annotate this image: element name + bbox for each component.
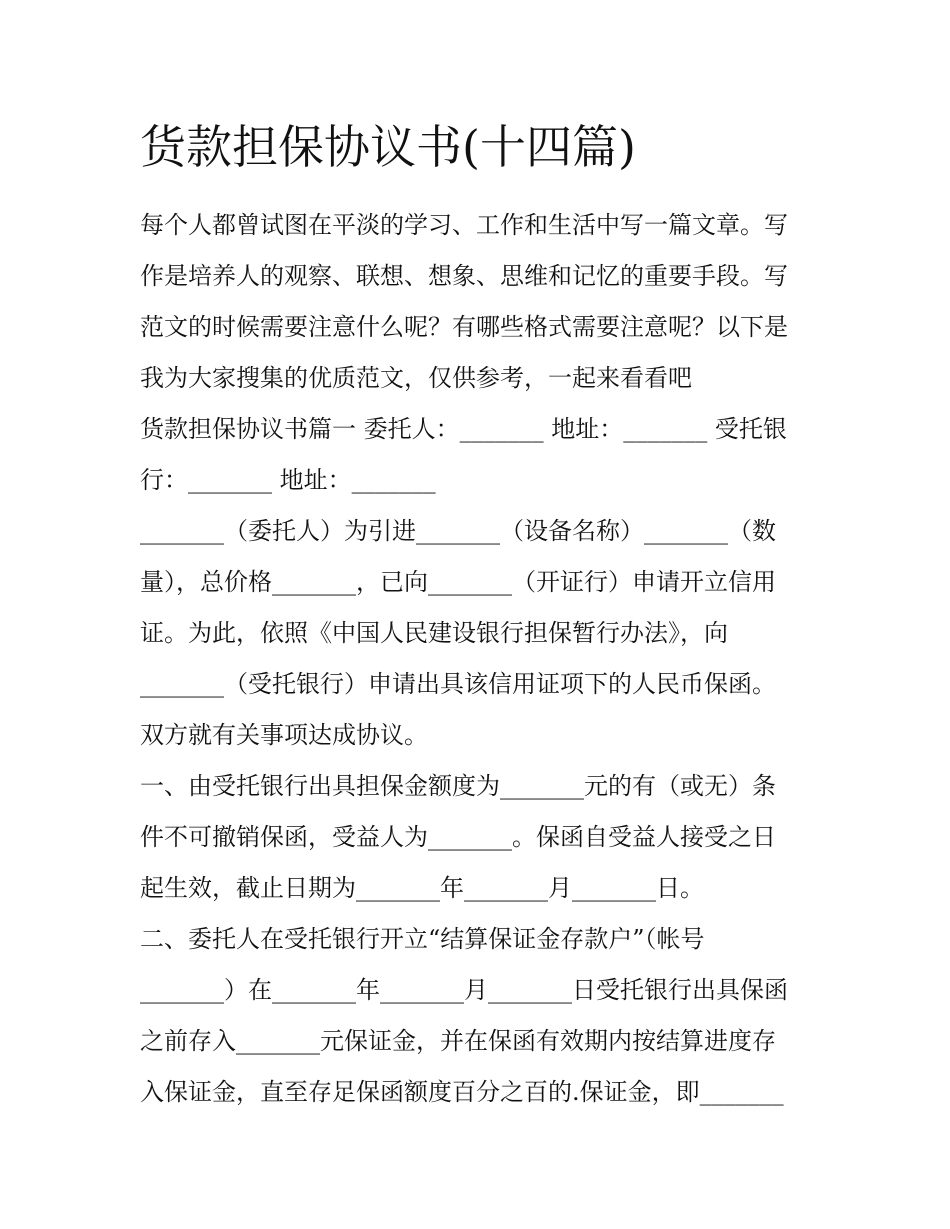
body-line-text: _______）在_______年_______月_______日受托银行出具保函 [140, 976, 788, 1004]
body-line [140, 965, 812, 1016]
document-title: 货款担保协议书(十四篇) [140, 120, 636, 174]
body-line-text: 入保证金，直至存足保函额度百分之百的.保证金，即_______ [140, 1078, 784, 1106]
body-line-text: 二、委托人在受托银行开立“结算保证金存款户”（帐号 [140, 925, 705, 953]
body-line-text: 件不可撤销保函，受益人为_______。保函自受益人接受之日 [140, 823, 776, 851]
body-line [140, 200, 812, 251]
body-line [140, 404, 812, 455]
body-line [140, 914, 812, 965]
body-line-text: _______（受托银行）申请出具该信用证项下的人民币保函。 [140, 670, 776, 698]
body-line-text: 双方就有关事项达成协议。 [140, 721, 428, 749]
body-line-text: 一、由受托银行出具担保金额度为_______元的有（或无）条 [140, 772, 776, 800]
body-line-text: 量），总价格_______，已向_______（开证行）申请开立信用 [140, 568, 776, 596]
body-line [140, 659, 812, 710]
body-line-text: _______（委托人）为引进_______（设备名称）_______（数 [140, 517, 776, 545]
body-line [140, 1067, 812, 1118]
body-line [140, 812, 812, 863]
body-line [140, 251, 812, 302]
body-line-text: 范文的时候需要注意什么呢？有哪些格式需要注意呢？以下是 [140, 313, 788, 341]
body-line [140, 353, 812, 404]
body-line [140, 710, 812, 761]
body-line [140, 557, 812, 608]
body-line [140, 302, 812, 353]
body-line-text: 每个人都曾试图在平淡的学习、工作和生活中写一篇文章。写 [140, 211, 788, 239]
body-line [140, 761, 812, 812]
body-line-text: 行：_______ 地址：_______ [140, 466, 436, 494]
body-line-text: 起生效，截止日期为_______年_______月_______日。 [140, 874, 704, 902]
body-line-text: 之前存入_______元保证金，并在保函有效期内按结算进度存 [140, 1027, 776, 1055]
body-line-text: 我为大家搜集的优质范文，仅供参考，一起来看看吧 [140, 364, 692, 392]
document-body [140, 200, 812, 1118]
body-line [140, 608, 812, 659]
body-line-text: 证。为此，依照《中国人民建设银行担保暂行办法》，向 [140, 619, 728, 647]
body-line [140, 506, 812, 557]
body-line-text: 作是培养人的观察、联想、想象、思维和记忆的重要手段。写 [140, 262, 788, 290]
body-line [140, 455, 812, 506]
body-line-text: 货款担保协议书篇一 委托人：_______ 地址：_______ 受托银 [140, 415, 787, 443]
body-line [140, 1016, 812, 1067]
body-line [140, 863, 812, 914]
